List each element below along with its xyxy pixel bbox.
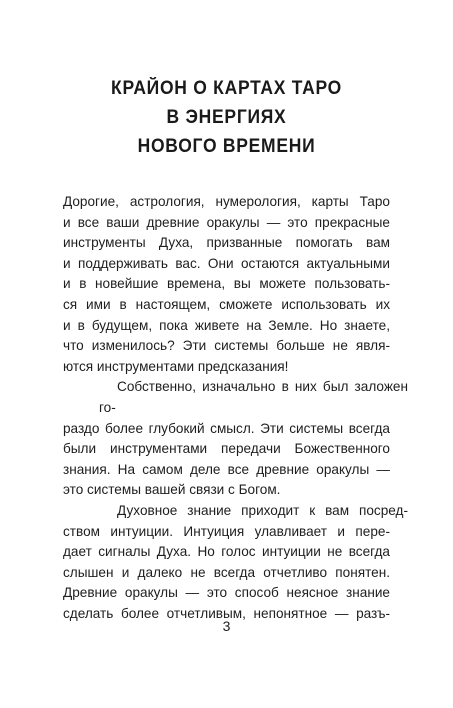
text-line: и в новейшие времена, вы можете пользовать- (63, 276, 390, 292)
heading-line-3: НОВОГО ВРЕМЕНИ (137, 136, 316, 157)
text-line: ся ими в настоящем, сможете использовать их (63, 296, 390, 312)
paragraph-3 (63, 501, 408, 625)
paragraph-2 (63, 377, 408, 501)
text-line: это системы вашей связи с Богом. (63, 482, 281, 498)
text-line: слышен и далеко не всегда отчетливо понятен. (63, 564, 390, 580)
text-line: знания. На самом деле все древние оракулы — (63, 461, 390, 477)
text-line: Духовное знание приходит к вам посред- (117, 502, 408, 518)
text-line: Дорогие, астрология, нумерология, карты Таро (63, 194, 390, 209)
text-line: и поддерживать вас. Они остаются актуальными (63, 255, 390, 271)
text-line: раздо более глубокий смысл. Эти системы всегда (63, 420, 390, 436)
text-line: инструменты Духа, призванные помогать вам (63, 235, 390, 251)
text-line: Собственно, изначально в них был заложен го- (99, 379, 408, 415)
page-number: 3 (222, 618, 231, 634)
text-line: были инструментами передачи Божественного (63, 441, 390, 457)
body-text (63, 192, 408, 624)
text-line: Древние оракулы — это способ неясное знание (63, 585, 390, 601)
chapter-heading (18, 74, 435, 161)
text-line: дает сигналы Духа. Но голос интуиции не всегда (63, 544, 390, 560)
text-line: ством интуиции. Интуиция улавливает и пере- (63, 523, 390, 539)
heading-line-2: В ЭНЕРГИЯХ (166, 107, 287, 128)
paragraph-1 (63, 192, 390, 377)
heading-line-1: КРАЙОН О КАРТАХ ТАРО (111, 78, 342, 99)
text-line: что изменилось? Эти системы больше не явля- (63, 338, 390, 354)
text-line: и все ваши древние оракулы — это прекрасные (63, 214, 390, 230)
text-line: ются инструментами предсказания! (63, 358, 289, 374)
text-line: сделать более отчетливым, непонятное — разъ- (63, 605, 390, 621)
text-line: и в будущем, пока живете на Земле. Но знаете, (63, 317, 390, 333)
